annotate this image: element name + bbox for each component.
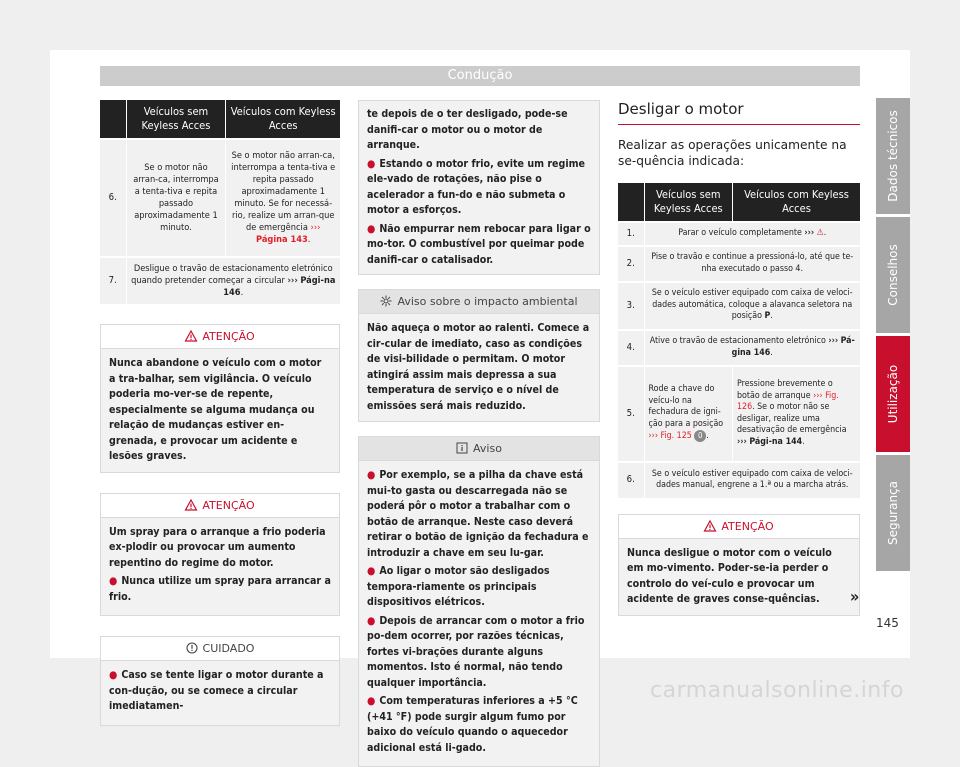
environment-text: Não aqueça o motor ao ralenti. Comece a cir-cular de imediato, caso as condições de visi-bilidade o permitam. O motor atingirá assim mais depressa a sua temperatura de serviço e o nível de emissões será mais reduzido. bbox=[367, 322, 590, 412]
cell-text: Se o motor não arran-ca, interrompa a tenta-tiva e repita passado aproximadamente 1 minuto. Se for necessá-rio, realize um arran-que de emergência bbox=[231, 150, 336, 233]
bullet-text: Com temperaturas inferiores a +5 °C (+41 °F) pode surgir algum fumo por baixo do veículo quando o aquecedor adicional está li-gado. bbox=[367, 695, 578, 754]
caution-bullet bbox=[367, 222, 591, 269]
caution-title: CUIDADO bbox=[202, 642, 255, 655]
running-header: Condução bbox=[100, 66, 860, 86]
table-row bbox=[618, 246, 860, 282]
table-header-with-keyless: Veículos com Keyless Acces bbox=[226, 100, 340, 139]
warning-header bbox=[101, 325, 339, 349]
section-intro: Realizar as operações unicamente na se-quência indicada: bbox=[618, 138, 847, 168]
row-cell: Se o veículo estiver equipado com caixa de veloci-dades manual, engrene a 1.ª ou a marcha atrás. bbox=[644, 462, 860, 498]
table-header-without-keyless: Veículos sem Keyless Acces bbox=[126, 100, 226, 139]
table-row bbox=[618, 222, 860, 246]
tab-utilizacao[interactable] bbox=[876, 336, 910, 452]
warning-text: Nunca abandone o veículo com o motor a tra-balhar, sem vigilância. O veículo poderia mo-ver-se de repente, especialmente se alguma mudança ou relação de mudanças estiver en-grenada, e provocar um acidente e lesões graves. bbox=[109, 357, 322, 462]
position-badge: 0 bbox=[694, 430, 706, 442]
bullet-text: Estando o motor frio, evite um regime ele-vado de rotações, não pise o acelerador a fun-do e não submeta o motor a esforços. bbox=[367, 157, 586, 216]
warning-text bbox=[101, 518, 339, 616]
caution-bullet bbox=[367, 157, 591, 219]
ref-arrows[interactable]: ››› bbox=[804, 228, 815, 238]
row-cell: Se o veículo estiver equipado com caixa de veloci-dades automática, coloque a alavanca seletora na posição P. bbox=[644, 282, 860, 330]
table-header-num bbox=[618, 183, 644, 222]
bullet-text: Por exemplo, se a pilha da chave está mui-to gasta ou descarregada não se poderá pôr o motor a trabalhar com o botão de arranque. Neste caso deverá retirar o botão de ignição da fechadura e introduzir a chave em seu lu-gar. bbox=[367, 469, 589, 559]
cell-text: . Se o motor não se desligar, realize uma desativação de emergência bbox=[737, 402, 847, 435]
table-header-num bbox=[100, 100, 126, 139]
watermark: carmanualsonline.info bbox=[650, 678, 904, 703]
row-cell: Se o motor não arran-ca, interrompa a tenta-tiva e repita passado aproximadamente 1 minuto. bbox=[126, 139, 226, 257]
warning-box bbox=[100, 324, 340, 473]
ref-page: Página 143 bbox=[256, 234, 308, 245]
column-middle bbox=[358, 100, 600, 767]
bullet-icon: ● bbox=[109, 669, 118, 681]
note-bullet bbox=[367, 694, 591, 756]
row-cell: Rode a chave do veícu-lo na fechadura de igni-ção para a posição ››› Fig. 125 0 . bbox=[644, 366, 733, 462]
warning-triangle-icon bbox=[185, 330, 197, 342]
bullet-text: Caso se tente ligar o motor durante a con-dução, ou se comece a circular imediatamen- bbox=[109, 669, 324, 712]
bullet-text: Nunca utilize um spray para arrancar a frio. bbox=[109, 575, 331, 603]
warning-title: ATENÇÃO bbox=[202, 330, 255, 343]
warning-bullet bbox=[109, 574, 331, 605]
cell-text: Desligue o travão de estacionamento eletrónico quando pretender começar a circular bbox=[131, 263, 333, 286]
row-number: 6. bbox=[100, 139, 126, 257]
page-number: 145 bbox=[876, 616, 899, 630]
bullet-text: Ao ligar o motor são desligados tempora-riamente os principais dispositivos elétricos. bbox=[367, 565, 550, 608]
ref-arrows: ››› bbox=[287, 275, 298, 286]
row-cell: Desligue o travão de estacionamento eletrónico quando pretender começar a circular ››› Pági-na 146. bbox=[126, 257, 340, 304]
section-tabs bbox=[876, 98, 910, 574]
note-header bbox=[359, 437, 599, 461]
note-box bbox=[358, 436, 600, 767]
bullet-icon: ● bbox=[367, 614, 376, 627]
gear-position: P bbox=[764, 311, 771, 322]
ref-page: Pá-gina 146 bbox=[731, 336, 855, 358]
row-number: 2. bbox=[618, 246, 644, 282]
row-cell: Parar o veículo completamente ››› ⚠. bbox=[644, 222, 860, 246]
warning-header bbox=[619, 515, 859, 539]
warning-box bbox=[618, 514, 860, 616]
warning-triangle-icon bbox=[704, 520, 716, 532]
tab-label: Dados técnicos bbox=[886, 110, 900, 202]
figure-ref-link[interactable]: ››› Fig. 125 bbox=[648, 431, 692, 442]
cell-text: Ative o travão de estacionamento eletrónico bbox=[649, 336, 826, 346]
warning-paragraph: Um spray para o arranque a frio poderia ex-plodir ou provocar um aumento repentino do regime do motor. bbox=[109, 525, 326, 569]
table-header-with-keyless: Veículos com Keyless Acces bbox=[733, 183, 860, 222]
bullet-icon: ● bbox=[367, 222, 376, 235]
warning-title: ATENÇÃO bbox=[721, 519, 774, 533]
page-ref-link[interactable] bbox=[737, 437, 802, 447]
row-cell: Ative o travão de estacionamento eletrónico ››› Pá-gina 146. bbox=[644, 330, 860, 366]
note-bullet bbox=[367, 564, 591, 611]
row-number: 3. bbox=[618, 282, 644, 330]
table-row bbox=[618, 462, 860, 498]
stop-table bbox=[618, 183, 860, 498]
table-row bbox=[100, 257, 340, 304]
row-number: 4. bbox=[618, 330, 644, 366]
note-text bbox=[359, 461, 599, 766]
section-title: Desligar o motor bbox=[618, 100, 860, 125]
cell-text: Se o veículo estiver equipado com caixa de veloci-dades automática, coloque a alavanca seletora na posição bbox=[651, 288, 853, 322]
row-cell: Se o motor não arran-ca, interrompa a tenta-tiva e repita passado aproximadamente 1 minuto. Se for necessá-rio, realize um arran-que de emergência ››› Página 143. bbox=[226, 139, 340, 257]
tab-label: Utilização bbox=[886, 364, 900, 424]
start-table bbox=[100, 100, 340, 304]
column-right bbox=[618, 92, 860, 616]
row-cell: Pise o travão e continue a pressioná-lo, até que te-nha executado o passo 4. bbox=[644, 246, 860, 282]
bullet-icon: ● bbox=[367, 157, 376, 170]
column-left bbox=[100, 100, 340, 726]
leaf-icon bbox=[380, 295, 392, 307]
continue-mark: » bbox=[850, 587, 860, 606]
ref-arrows: ››› bbox=[828, 336, 839, 346]
table-row bbox=[618, 330, 860, 366]
warning-box bbox=[100, 493, 340, 617]
tab-seguranca[interactable] bbox=[876, 455, 910, 571]
note-bullet bbox=[367, 614, 591, 692]
row-number: 5. bbox=[618, 366, 644, 462]
cell-text: Rode a chave do veícu-lo na fechadura de igni-ção para a posição bbox=[648, 384, 724, 429]
row-number: 7. bbox=[100, 257, 126, 304]
table-header-without-keyless: Veículos sem Keyless Acces bbox=[644, 183, 733, 222]
environment-box bbox=[358, 289, 600, 422]
bullet-icon: ● bbox=[367, 565, 376, 577]
bullet-text: Não empurrar nem rebocar para ligar o mo-tor. O combustível por queimar pode danifi-car o catalisador. bbox=[367, 222, 591, 266]
caution-continued bbox=[358, 100, 600, 275]
cell-text: Parar o veículo completamente bbox=[678, 228, 802, 238]
warning-header bbox=[101, 494, 339, 518]
tab-label: Conselhos bbox=[886, 244, 900, 306]
tab-dados-tecnicos[interactable] bbox=[876, 98, 910, 214]
environment-header bbox=[359, 290, 599, 314]
caution-circle-icon bbox=[186, 642, 198, 654]
info-icon bbox=[456, 442, 468, 454]
bullet-icon: ● bbox=[367, 695, 376, 707]
ref-page: Pági-na 146 bbox=[223, 275, 336, 298]
warning-triangle-icon: ⚠ bbox=[816, 228, 824, 238]
caution-text bbox=[101, 661, 339, 725]
caution-header bbox=[101, 637, 339, 661]
note-title: Aviso bbox=[473, 442, 502, 455]
table-row bbox=[618, 366, 860, 462]
table-row bbox=[100, 139, 340, 257]
ref-arrows: ››› bbox=[310, 222, 321, 233]
row-cell: Pressione brevemente o botão de arranque ››› Fig. 126. Se o motor não se desligar, realize uma desativação de emergência ››› Pági-na 144. bbox=[733, 366, 860, 462]
bullet-icon: ● bbox=[109, 575, 118, 587]
figure-ref-link[interactable]: ››› Fig. 126 bbox=[737, 390, 839, 412]
cell-text: Pressione brevemente o botão de arranque bbox=[737, 379, 833, 401]
note-bullet bbox=[367, 468, 591, 561]
table-row bbox=[618, 282, 860, 330]
tab-conselhos[interactable] bbox=[876, 217, 910, 333]
ref-arrows: ››› bbox=[737, 436, 747, 447]
warning-triangle-icon bbox=[185, 499, 197, 511]
row-number: 6. bbox=[618, 462, 644, 498]
row-number: 1. bbox=[618, 222, 644, 246]
continued-text: te depois de o ter desligado, pode-se danifi-car o motor ou o motor de arranque. bbox=[367, 108, 568, 151]
environment-title: Aviso sobre o impacto ambiental bbox=[397, 295, 578, 308]
ref-page: Pági-na 144 bbox=[749, 436, 803, 447]
warning-title: ATENÇÃO bbox=[202, 498, 255, 512]
caution-bullet bbox=[109, 668, 331, 715]
warning-text: Nunca desligue o motor com o veículo em mo-vimento. Poder-se-ia perder o controlo do veí-culo e provocar um acidente de graves conse-quências. bbox=[627, 546, 832, 605]
caution-box bbox=[100, 636, 340, 726]
bullet-icon: ● bbox=[367, 469, 376, 481]
tab-label: Segurança bbox=[886, 480, 900, 546]
bullet-text: Depois de arrancar com o motor a frio po-dem ocorrer, por razões técnicas, fortes vi-brações durante alguns momentos. Isto é normal, não tendo qualquer importância. bbox=[367, 614, 585, 689]
